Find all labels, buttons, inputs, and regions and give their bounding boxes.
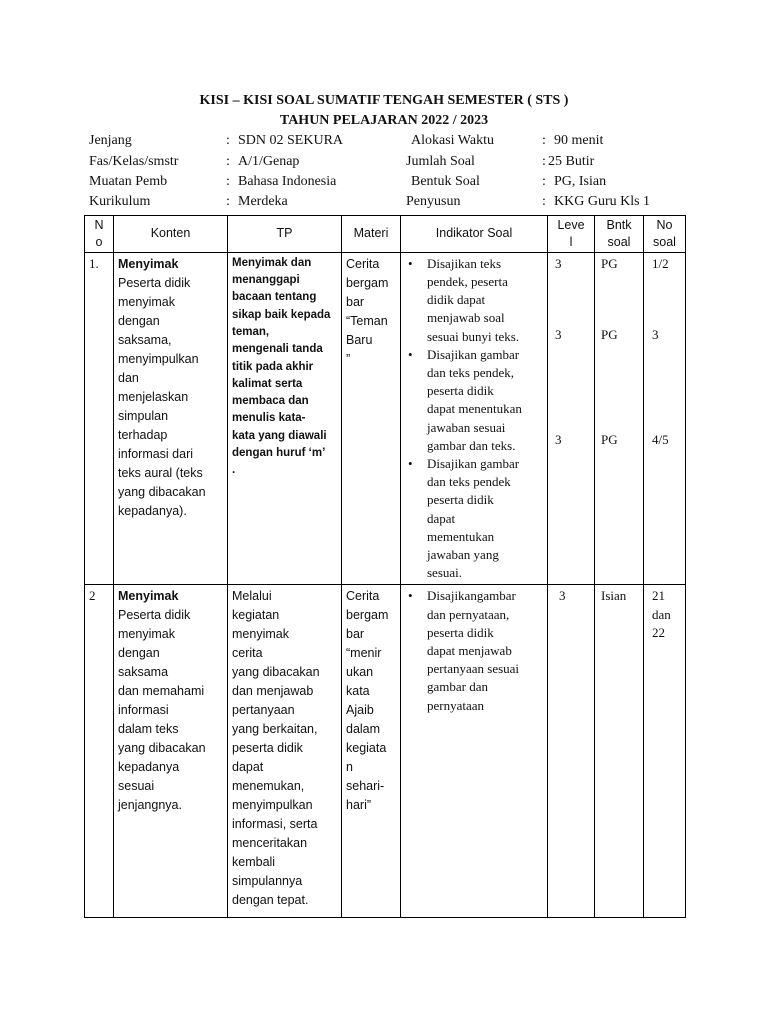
info-sep: : bbox=[226, 154, 230, 169]
text-line: simpulannya bbox=[232, 874, 303, 889]
text-line: “menir bbox=[346, 646, 382, 661]
text-line: Disajikan teks bbox=[427, 255, 502, 271]
text-line: peserta didik bbox=[427, 492, 494, 508]
text-line: dengan huruf ‘m’ bbox=[232, 447, 326, 460]
text-line: 21 bbox=[652, 588, 665, 604]
text-line: menyimpulkan bbox=[118, 351, 199, 366]
info-label-fas: Fas/Kelas/smstr bbox=[89, 154, 179, 169]
text-line: jawaban sesuai bbox=[427, 419, 506, 435]
text-line: dapat menjawab bbox=[427, 643, 512, 659]
indikator-cell bbox=[401, 252, 548, 585]
text-line: menyimak bbox=[118, 294, 175, 309]
text-line: Ajaib bbox=[346, 703, 374, 718]
list-item: • Disajikan teks pendek, peserta didik dapat menjawab soal sesuai bunyi teks. bbox=[427, 255, 543, 346]
text-line: kepadanya). bbox=[118, 503, 187, 518]
info-sep: : bbox=[542, 174, 546, 189]
text-line: sesuai. bbox=[427, 565, 463, 581]
text-line: dan teks pendek bbox=[427, 474, 511, 490]
text-line: kepadanya bbox=[118, 760, 180, 775]
text-line: pernyataan bbox=[427, 697, 485, 713]
text-line: dapat menentukan bbox=[427, 401, 522, 417]
konten-text bbox=[118, 606, 223, 815]
text-line: hari” bbox=[346, 798, 372, 813]
text-line: didik dapat bbox=[427, 292, 486, 308]
text-line: dapat bbox=[232, 760, 264, 775]
row-number: 1. bbox=[85, 252, 114, 585]
text-line: mengenali tanda bbox=[232, 343, 323, 356]
info-sep: : bbox=[226, 194, 230, 209]
text-line: terhadap bbox=[118, 427, 168, 442]
text-line: teks aural (teks bbox=[118, 465, 203, 480]
info-value-muatan: Bahasa Indonesia bbox=[238, 174, 337, 189]
info-label-kurikulum: Kurikulum bbox=[89, 194, 151, 209]
text-line: simpulan bbox=[118, 408, 169, 423]
text-line: Disajikan gambar bbox=[427, 346, 520, 362]
header-konten: Konten bbox=[114, 216, 228, 253]
info-label-jumlah: Jumlah Soal bbox=[406, 154, 475, 169]
text-line: kegiata bbox=[346, 741, 387, 756]
header-indikator: Indikator Soal bbox=[401, 216, 548, 253]
text-line: bergam bbox=[346, 275, 389, 290]
text-line: pertanyaan bbox=[232, 703, 295, 718]
info-sep: : bbox=[226, 133, 230, 148]
text-line: bar bbox=[346, 627, 365, 642]
level-cell: 3 bbox=[548, 585, 595, 918]
document-title: KISI – KISI SOAL SUMATIF TENGAH SEMESTER ( STS ) bbox=[199, 93, 569, 108]
bentuk-cell: PG PG PG bbox=[595, 252, 644, 585]
level-cell: 3 3 3 bbox=[548, 252, 595, 585]
text-line: menulis kata- bbox=[232, 412, 306, 425]
list-item: • Disajikan gambar dan teks pendek peserta didik dapat mementukan jawaban yang sesuai. bbox=[427, 455, 543, 582]
text-line: dengan bbox=[118, 313, 160, 328]
text-line: menceritakan bbox=[232, 836, 308, 851]
table-header-row bbox=[85, 216, 686, 253]
text-line: menanggapi bbox=[232, 274, 300, 287]
info-label-penyusun: Penyusun bbox=[406, 194, 461, 209]
text-line: ukan bbox=[346, 665, 374, 680]
text-line: yang dibacakan bbox=[232, 665, 320, 680]
text-line: kalimat serta bbox=[232, 377, 303, 390]
konten-title: Menyimak bbox=[118, 589, 179, 604]
text-line: dalam bbox=[346, 722, 381, 737]
text-line: dan menjawab bbox=[232, 684, 314, 699]
header-level: Leve l bbox=[548, 216, 595, 253]
text-line: dan bbox=[652, 606, 671, 622]
info-value-fas: A/1/Genap bbox=[238, 154, 300, 169]
info-label-jenjang: Jenjang bbox=[89, 133, 132, 148]
text-line: saksama bbox=[118, 665, 169, 680]
text-line: dan teks pendek, bbox=[427, 364, 515, 380]
materi-cell bbox=[342, 252, 401, 585]
text-line: bar bbox=[346, 294, 365, 309]
tp-cell bbox=[228, 585, 342, 918]
text-line: teman, bbox=[232, 325, 270, 338]
text-line: pertanyaan sesuai bbox=[427, 661, 520, 677]
text-line: “Teman bbox=[346, 313, 388, 328]
text-line: sesuai bbox=[118, 779, 155, 794]
text-line: gambar dan bbox=[427, 679, 489, 695]
text-line: . bbox=[232, 464, 236, 477]
text-line: dengan bbox=[118, 646, 160, 661]
text-line: menyimak bbox=[118, 627, 175, 642]
text-line: Peserta didik bbox=[118, 275, 191, 290]
info-value-alokasi: 90 menit bbox=[554, 133, 604, 148]
text-line: pendek, peserta bbox=[427, 273, 508, 289]
text-line: peserta didik bbox=[232, 741, 303, 756]
text-line: peserta didik bbox=[427, 383, 494, 399]
header-bentuk: Bntk soal bbox=[595, 216, 644, 253]
list-item: • Disajikan gambar dan teks pendek, peserta didik dapat menentukan jawaban sesuai gambar dan teks. bbox=[427, 346, 543, 455]
header-nosoal: No soal bbox=[644, 216, 686, 253]
materi-text bbox=[346, 255, 396, 369]
indikator-list bbox=[405, 587, 543, 714]
info-value-jumlah: 25 Butir bbox=[548, 154, 595, 169]
text-line: menyimpulkan bbox=[232, 798, 313, 813]
text-line: gambar dan teks. bbox=[427, 437, 516, 453]
table-row bbox=[85, 585, 686, 918]
text-line: kata yang diawali bbox=[232, 429, 327, 442]
text-line: saksama, bbox=[118, 332, 172, 347]
document-subtitle: TAHUN PELAJARAN 2022 / 2023 bbox=[279, 113, 489, 128]
text-line: sesuai bunyi teks. bbox=[427, 328, 520, 344]
text-line: menjelaskan bbox=[118, 389, 189, 404]
text-line: 22 bbox=[652, 624, 665, 640]
text-line: yang dibacakan bbox=[118, 741, 206, 756]
text-line: menemukan, bbox=[232, 779, 305, 794]
text-line: menyimak bbox=[232, 627, 289, 642]
text-line: Cerita bbox=[346, 589, 380, 604]
nosoal-cell: 1/2 3 4/5 bbox=[644, 252, 686, 585]
table-row bbox=[85, 252, 686, 585]
text-line: yang dibacakan bbox=[118, 484, 206, 499]
row-number: 2 bbox=[85, 585, 114, 918]
info-value-bentuk: PG, Isian bbox=[554, 174, 607, 189]
indikator-list bbox=[405, 255, 543, 583]
text-line: bergam bbox=[346, 608, 389, 623]
text-line: informasi, serta bbox=[232, 817, 318, 832]
info-value-kurikulum: Merdeka bbox=[238, 194, 288, 209]
text-line: membaca dan bbox=[232, 395, 309, 408]
text-line: kembali bbox=[232, 855, 276, 870]
text-line: ” bbox=[346, 351, 351, 366]
indikator-cell bbox=[401, 585, 548, 918]
text-line: dengan tepat. bbox=[232, 893, 309, 908]
info-label-alokasi: Alokasi Waktu bbox=[411, 133, 494, 148]
info-sep: : bbox=[542, 133, 546, 148]
text-line: Cerita bbox=[346, 256, 380, 271]
text-line: menjawab soal bbox=[427, 310, 505, 326]
text-line: Disajikangambar bbox=[427, 588, 516, 604]
header-no: N o bbox=[85, 216, 114, 253]
tp-cell bbox=[228, 252, 342, 585]
text-line: sikap baik kepada bbox=[232, 308, 331, 321]
text-line: jawaban yang bbox=[427, 547, 499, 562]
text-line: informasi dari bbox=[118, 446, 194, 461]
text-line: Peserta didik bbox=[118, 608, 191, 623]
text-line: jenjangnya. bbox=[118, 798, 182, 813]
info-sep: : bbox=[226, 174, 230, 189]
nosoal-cell bbox=[644, 585, 686, 918]
info-value-penyusun: KKG Guru Kls 1 bbox=[554, 194, 651, 209]
text-line: dan bbox=[118, 370, 139, 385]
konten-text bbox=[118, 274, 223, 521]
text-line: dapat bbox=[427, 510, 456, 526]
bentuk-cell: Isian bbox=[595, 585, 644, 918]
info-sep: : bbox=[542, 194, 546, 209]
konten-cell bbox=[114, 585, 228, 918]
text-line: titik pada akhir bbox=[232, 360, 314, 373]
header-tp: TP bbox=[228, 216, 342, 253]
text-line: Baru bbox=[346, 332, 373, 347]
info-label-muatan: Muatan Pemb bbox=[89, 174, 168, 189]
konten-cell bbox=[114, 252, 228, 585]
info-sep: : bbox=[542, 154, 546, 169]
text-line: dan memahami bbox=[118, 684, 205, 699]
text-line: sehari- bbox=[346, 779, 385, 794]
text-line: Disajikan gambar bbox=[427, 455, 520, 471]
text-line: dalam teks bbox=[118, 722, 179, 737]
list-item: • Disajikangambar dan pernyataan, peserta didik dapat menjawab pertanyaan sesuai gambar dan pernyataan bbox=[427, 587, 543, 714]
text-line: Melalui bbox=[232, 589, 272, 604]
konten-title: Menyimak bbox=[118, 256, 179, 271]
text-line: kegiatan bbox=[232, 608, 280, 623]
info-value-jenjang: SDN 02 SEKURA bbox=[238, 133, 344, 148]
text-line: n bbox=[346, 760, 353, 775]
materi-cell bbox=[342, 585, 401, 918]
tp-text bbox=[232, 587, 337, 910]
text-line: mementukan bbox=[427, 528, 495, 544]
text-line: dan pernyataan, bbox=[427, 606, 510, 622]
text-line: kata bbox=[346, 684, 370, 699]
text-line: cerita bbox=[232, 646, 263, 661]
text-line: informasi bbox=[118, 703, 169, 718]
text-line: yang berkaitan, bbox=[232, 722, 318, 737]
tp-text bbox=[232, 255, 337, 480]
text-line: bacaan tentang bbox=[232, 291, 317, 304]
info-label-bentuk: Bentuk Soal bbox=[411, 174, 480, 189]
materi-text bbox=[346, 587, 396, 815]
kisi-table bbox=[84, 215, 686, 918]
text-line: Menyimak dan bbox=[232, 256, 312, 269]
header-materi: Materi bbox=[342, 216, 401, 253]
text-line: peserta didik bbox=[427, 624, 494, 640]
